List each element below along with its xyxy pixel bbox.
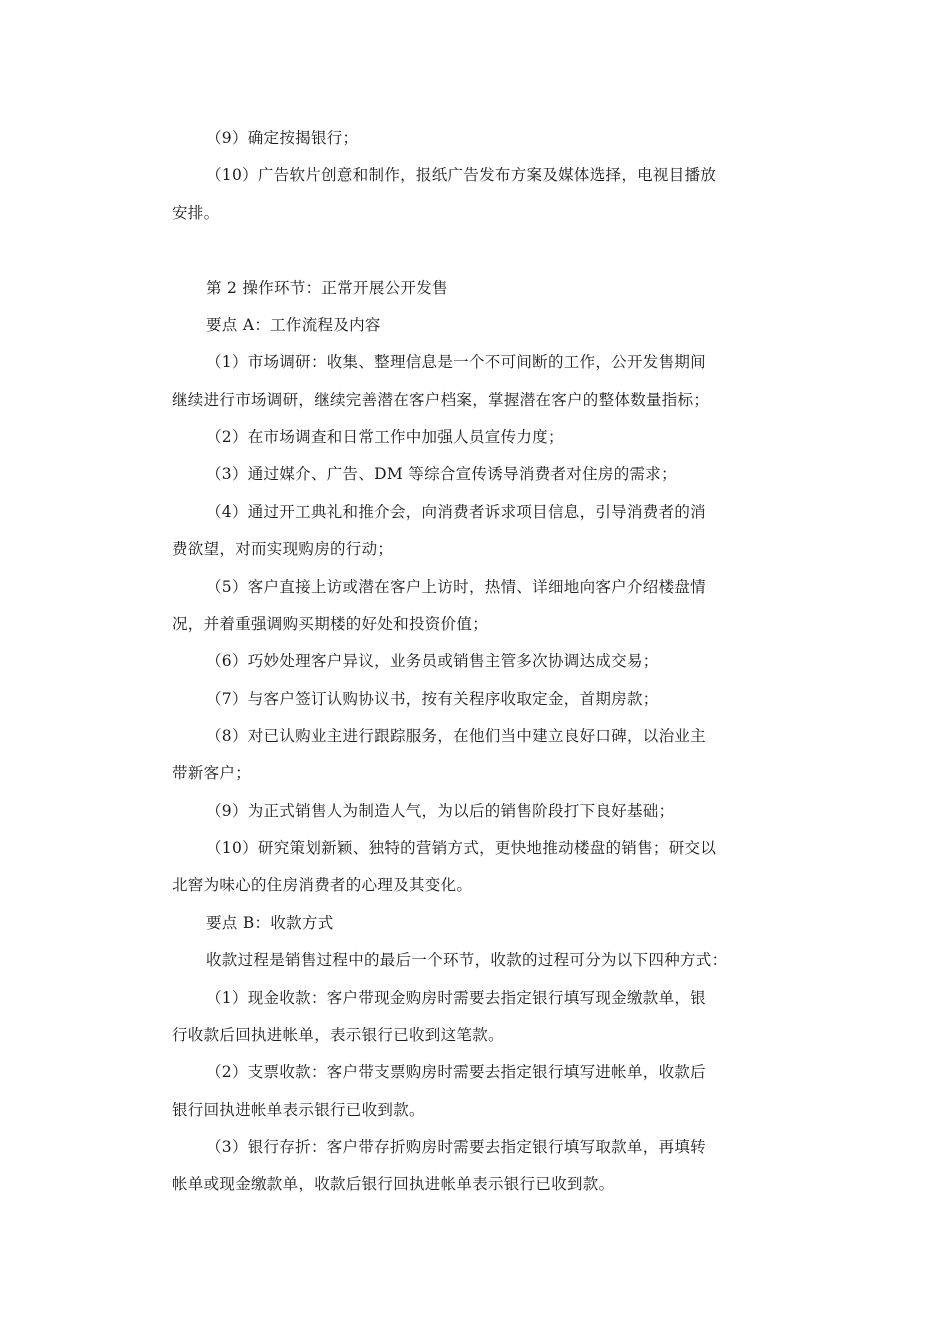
point-a-item-1-line2: 继续进行市场调研，继续完善潜在客户档案，掌握潜在客户的整体数量指标；: [172, 391, 710, 409]
item-9-bank: （9）确定按揭银行；: [206, 129, 359, 147]
point-a-item-6: （6）巧妙处理客户异议，业务员或销售主管多次协调达成交易；: [206, 652, 659, 670]
point-a-item-10-line2: 北窖为味心的住房消费者的心理及其变化。: [172, 876, 473, 894]
point-b-item-1-line2: 行收款后回执进帐单，表示银行已收到这笔款。: [172, 1026, 504, 1044]
item-10-advertising-line2: 安排。: [172, 204, 220, 222]
point-a-item-4-line2: 费欲望，对而实现购房的行动；: [172, 540, 394, 558]
point-b-item-2-line2: 银行回执进帐单表示银行已收到款。: [172, 1101, 425, 1119]
point-a-item-10-line1: （10）研究策划新颖、独特的营销方式，更快地推动楼盘的销售；研交以: [206, 839, 717, 857]
point-a-item-5-line2: 况，并着重强调购买期楼的好处和投资价值；: [172, 615, 489, 633]
point-a-item-5-line1: （5）客户直接上访或潜在客户上访时，热情、详细地向客户介绍楼盘情: [206, 578, 706, 596]
point-a-item-8-line1: （8）对已认购业主进行跟踪服务，在他们当中建立良好口碑，以治业主: [206, 727, 706, 745]
point-b-heading: 要点 B：收款方式: [206, 914, 334, 932]
point-a-item-3: （3）通过媒介、广告、DM 等综合宣传诱导消费者对住房的需求；: [206, 465, 677, 483]
section-heading-step2: 第 2 操作环节：正常开展公开发售: [206, 279, 448, 297]
point-b-item-3-line1: （3）银行存折：客户带存折购房时需要去指定银行填写取款单，再填转: [206, 1138, 706, 1156]
point-a-item-9: （9）为正式销售人为制造人气，为以后的销售阶段打下良好基础；: [206, 802, 675, 820]
point-b-intro: 收款过程是销售过程中的最后一个环节，收款的过程可分为以下四种方式：: [206, 951, 728, 969]
point-a-item-1-line1: （1）市场调研：收集、整理信息是一个不可间断的工作，公开发售期间: [206, 353, 706, 371]
point-a-item-2: （2）在市场调查和日常工作中加强人员宣传力度；: [206, 428, 564, 446]
point-a-item-7: （7）与客户签订认购协议书，按有关程序收取定金，首期房款；: [206, 690, 659, 708]
item-10-advertising-line1: （10）广告软片创意和制作，报纸广告发布方案及媒体选择，电视目播放: [206, 166, 717, 184]
point-a-item-4-line1: （4）通过开工典礼和推介会，向消费者诉求项目信息，引导消费者的消: [206, 503, 706, 521]
point-a-item-8-line2: 带新客户；: [172, 764, 252, 782]
point-b-item-3-line2: 帐单或现金缴款单，收款后银行回执进帐单表示银行已收到款。: [172, 1175, 615, 1193]
point-a-heading: 要点 A：工作流程及内容: [206, 316, 381, 334]
point-b-item-2-line1: （2）支票收款：客户带支票购房时需要去指定银行填写进帐单，收款后: [206, 1063, 706, 1081]
point-b-item-1-line1: （1）现金收款：客户带现金购房时需要去指定银行填写现金缴款单，银: [206, 989, 706, 1007]
